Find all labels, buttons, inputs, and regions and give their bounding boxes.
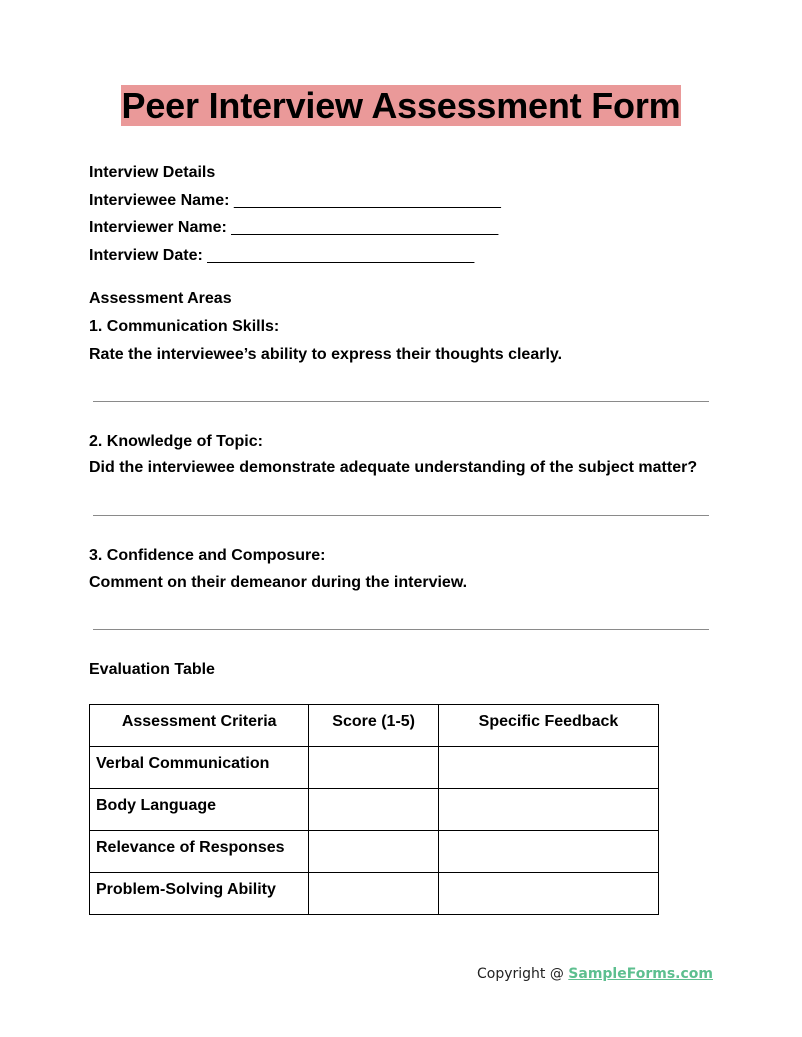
area-2-answer-line[interactable] xyxy=(93,515,709,516)
criteria-cell: Problem-Solving Ability xyxy=(90,873,309,915)
interviewer-name-label: Interviewer Name: xyxy=(89,219,227,236)
area-1-prompt: Rate the interviewee’s ability to express their thoughts clearly. xyxy=(89,346,563,363)
area-3-title: 3. Confidence and Composure: xyxy=(89,547,326,564)
table-row xyxy=(90,789,659,831)
interview-details-heading: Interview Details xyxy=(89,164,216,181)
score-cell[interactable] xyxy=(309,789,439,831)
table-header-row xyxy=(90,705,659,747)
feedback-cell[interactable] xyxy=(438,831,658,873)
feedback-cell[interactable] xyxy=(438,789,658,831)
column-header-criteria: Assessment Criteria xyxy=(90,705,309,747)
evaluation-table-heading: Evaluation Table xyxy=(89,661,215,678)
title-container xyxy=(0,85,802,126)
evaluation-table xyxy=(89,704,659,915)
interview-date-blank[interactable]: ______________________________ xyxy=(207,247,475,264)
interview-date-field[interactable] xyxy=(89,247,474,265)
area-1-title: 1. Communication Skills: xyxy=(89,318,280,335)
feedback-cell[interactable] xyxy=(438,873,658,915)
table-row xyxy=(90,873,659,915)
area-2-prompt: Did the interviewee demonstrate adequate understanding of the subject matter? xyxy=(89,459,698,476)
area-2-title: 2. Knowledge of Topic: xyxy=(89,433,263,450)
score-cell[interactable] xyxy=(309,831,439,873)
criteria-cell: Body Language xyxy=(90,789,309,831)
copyright-text: Copyright @ xyxy=(476,966,569,982)
interviewer-name-blank[interactable]: ______________________________ xyxy=(231,219,499,236)
score-cell[interactable] xyxy=(309,873,439,915)
score-cell[interactable] xyxy=(309,747,439,789)
table-row xyxy=(90,747,659,789)
table-row xyxy=(90,831,659,873)
copyright-footer xyxy=(477,966,713,982)
area-3-prompt: Comment on their demeanor during the interview. xyxy=(89,574,468,591)
area-1-answer-line[interactable] xyxy=(93,401,709,402)
criteria-cell: Relevance of Responses xyxy=(90,831,309,873)
interviewee-name-field[interactable] xyxy=(89,192,501,210)
interviewee-name-blank[interactable]: ______________________________ xyxy=(233,192,501,209)
column-header-feedback: Specific Feedback xyxy=(438,705,658,747)
area-3-answer-line[interactable] xyxy=(93,629,709,630)
criteria-cell: Verbal Communication xyxy=(90,747,309,789)
interview-date-label: Interview Date: xyxy=(89,247,203,264)
interviewee-name-label: Interviewee Name: xyxy=(89,192,230,209)
page-title: Peer Interview Assessment Form xyxy=(121,85,681,126)
sampleforms-link[interactable]: SampleForms.com xyxy=(568,966,713,982)
feedback-cell[interactable] xyxy=(438,747,658,789)
column-header-score: Score (1-5) xyxy=(309,705,439,747)
assessment-areas-heading: Assessment Areas xyxy=(89,290,232,307)
interviewer-name-field[interactable] xyxy=(89,219,498,237)
